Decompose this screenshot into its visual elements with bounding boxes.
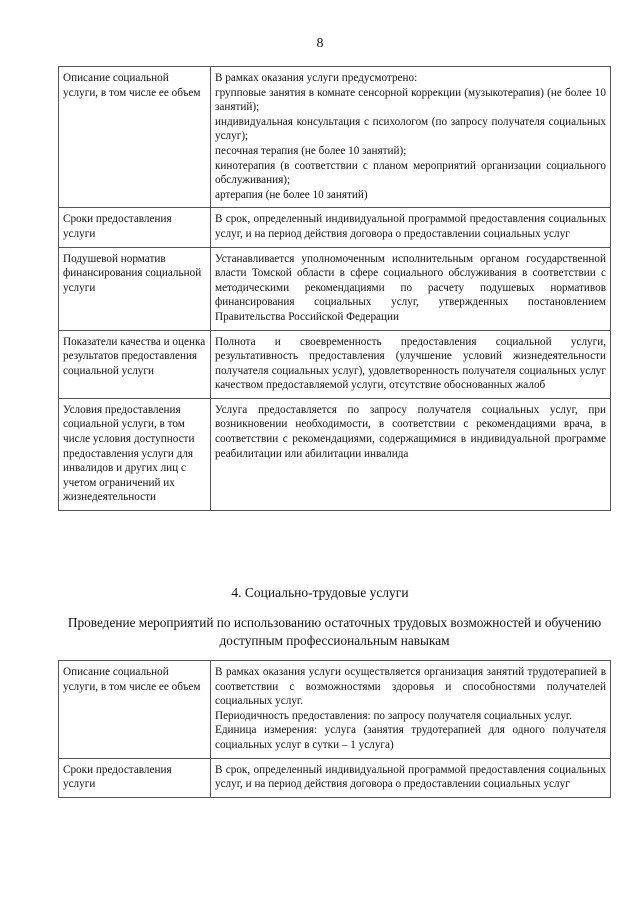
row-content xyxy=(211,247,611,330)
table-row xyxy=(59,208,611,247)
table-row xyxy=(59,330,611,398)
section-heading: 4. Социально-трудовые услуги xyxy=(231,585,409,600)
row-content xyxy=(211,661,611,759)
row-content xyxy=(211,67,611,208)
row-content xyxy=(211,330,611,398)
content-line: групповые занятия в комнате сенсорной коррекции (музыкотерапия) (не более 10 занятий); xyxy=(215,86,606,114)
content-line: Услуга предоставляется по запросу получателя социальных услуг, при возникновении необходимости, в соответствии с рекомендациями врача, в соответствии с рекомендациями, содержащимися в индивидуальной программе реабилитации или абилитации инвалида xyxy=(215,403,606,460)
page-number: 8 xyxy=(316,36,324,51)
table-row xyxy=(59,67,611,208)
content-line: В срок, определенный индивидуальной программой предоставления социальных услуг, и на период действия договора о предоставлении социальных услуг xyxy=(215,213,606,240)
content-line: кинотерапия (в соответствии с планом мероприятий организации социального обслуживания); xyxy=(215,159,606,187)
content-line: песочная терапия (не более 10 занятий); xyxy=(215,144,407,157)
services-table-1 xyxy=(58,66,611,511)
table-row xyxy=(59,247,611,330)
row-content xyxy=(211,758,611,797)
row-label: Показатели качества и оценка результатов предоставления социальной услуги xyxy=(59,330,211,398)
content-line: Единица измерения: услуга (занятия трудотерапией для одного получателя социальных услуг в сутки – 1 услуга) xyxy=(215,724,606,751)
row-content xyxy=(211,398,611,510)
content-line: В срок, определенный индивидуальной программой предоставления социальных услуг, и на период действия договора о предоставлении социальных услуг xyxy=(215,763,606,791)
services-table-2 xyxy=(58,660,611,798)
content-line: В рамках оказания услуги осуществляется организация занятий трудотерапией в соответствии с возможностями здоровья и способностями получателей социальных услуг. xyxy=(215,666,606,708)
row-label: Описание социальной услуги, в том числе ее объем xyxy=(59,67,211,208)
content-line: В рамках оказания услуги предусмотрено: xyxy=(215,72,418,84)
content-line: Периодичность предоставления: по запросу получателя социальных услуг. xyxy=(215,709,573,722)
row-label: Условия предоставления социальной услуги, в том числе условия доступности предоставления услуги для инвалидов и других лиц с учетом ограничений их жизнедеятельности xyxy=(59,398,211,510)
row-label: Описание социальной услуги, в том числе ее объем xyxy=(59,661,211,759)
service-subheading: Проведение мероприятий по использованию остаточных трудовых возможностей и обучению доступным профессиональным навыкам xyxy=(67,615,602,648)
table-row xyxy=(59,758,611,797)
table-row xyxy=(59,661,611,759)
row-content xyxy=(211,208,611,247)
content-line: Полнота и своевременность предоставления социальной услуги, результативность предоставления (улучшение условий жизнедеятельности получателя социальных услуг), удовлетворенность получателя социальных услуг качеством предоставляемой услуги, отсутствие обоснованных жалоб xyxy=(215,335,606,392)
row-label: Сроки предоставления услуги xyxy=(59,758,211,797)
content-line: Устанавливается уполномоченным исполнительным органом государственной власти Томской области в сфере социального обслуживания в соответствии с методическими рекомендациями по расчету подушевых нормативов финансирования социальных услуг, утвержденных постановлением Правительства Российской Федерации xyxy=(215,252,606,323)
content-line: артерапия (не более 10 занятий) xyxy=(215,188,368,201)
row-label: Подушевой норматив финансирования социальной услуги xyxy=(59,247,211,330)
content-line: индивидуальная консультация с психологом (по запросу получателя социальных услуг); xyxy=(215,115,606,143)
table-row xyxy=(59,398,611,510)
row-label: Сроки предоставления услуги xyxy=(59,208,211,247)
